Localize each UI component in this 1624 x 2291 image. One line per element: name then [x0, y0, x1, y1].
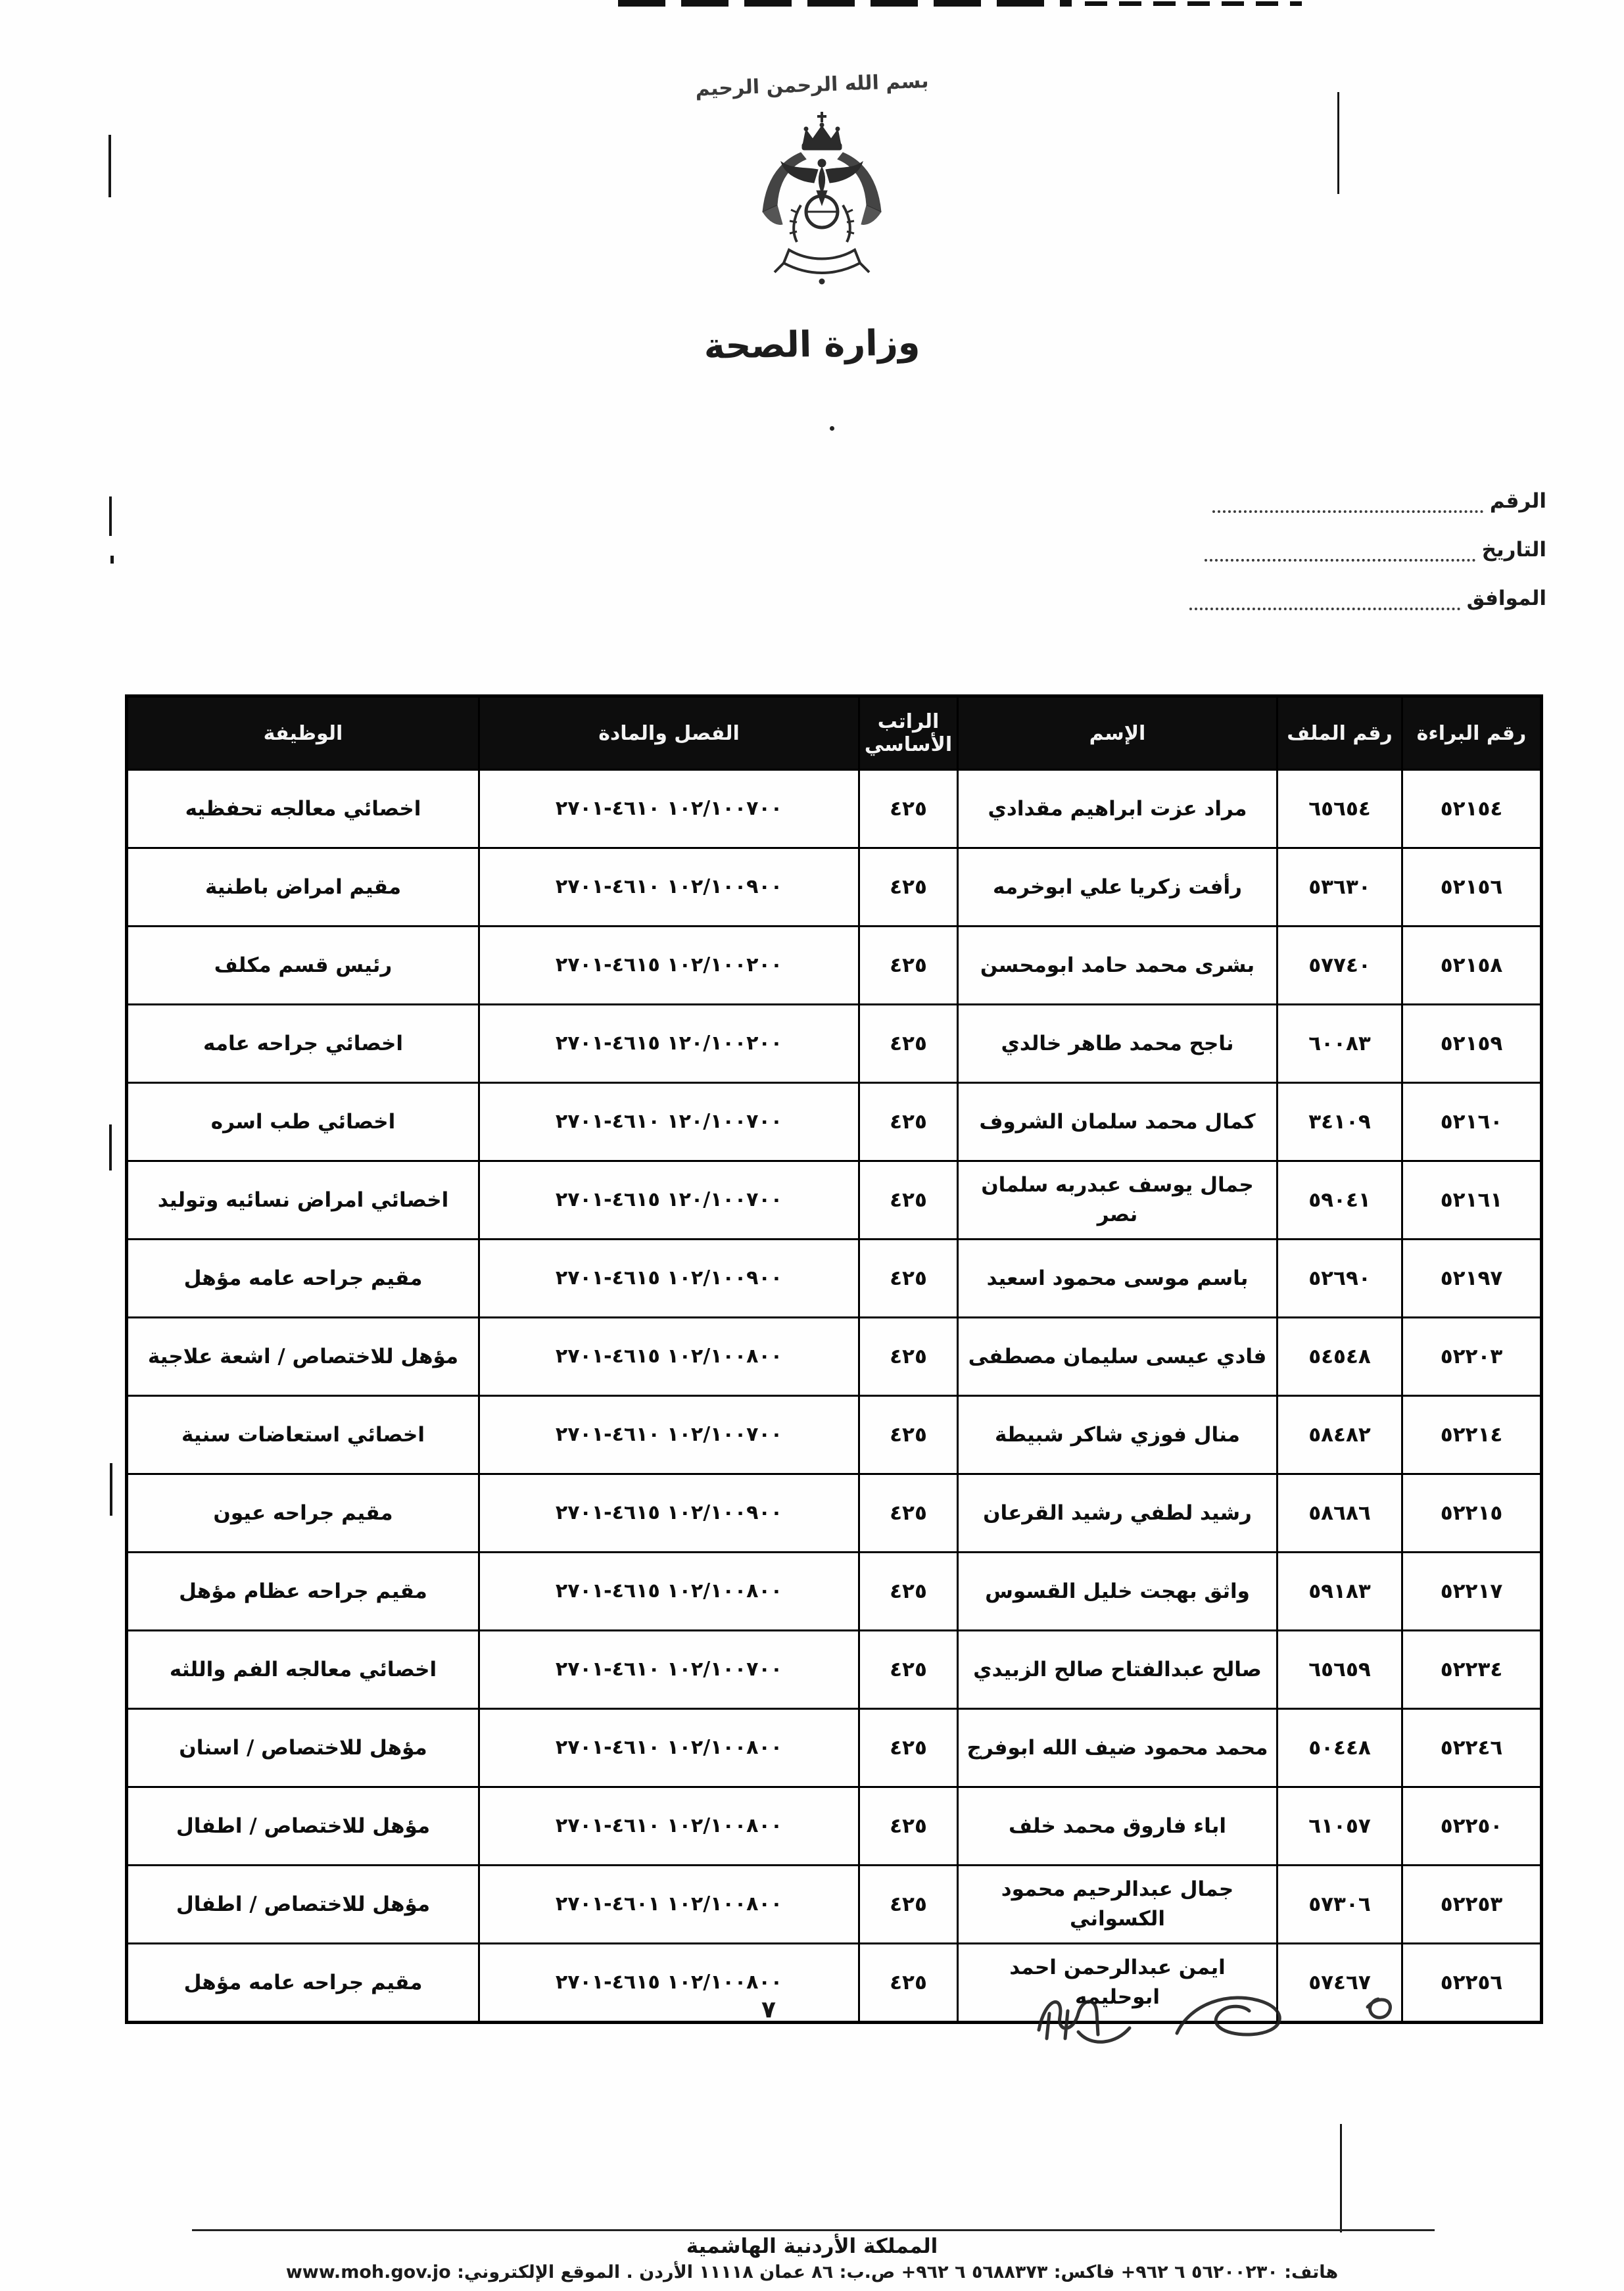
bismillah-calligraphy: بسم الله الرحمن الرحيم	[694, 69, 930, 101]
cell-serial_no: ٥٢٢١٥	[1402, 1474, 1542, 1553]
cell-basic_salary: ٤٢٥	[859, 1709, 958, 1787]
table-row	[127, 1787, 1542, 1866]
cell-name: بشرى محمد حامد ابومحسن	[958, 927, 1278, 1005]
cell-chapter_article: ١٢٠/١٠٠٧٠٠ ٤٦١٠-٢٧٠١	[479, 1083, 859, 1161]
cell-name: واثق بهجت خليل القسوس	[958, 1553, 1278, 1631]
table-row	[127, 927, 1542, 1005]
cell-serial_no: ٥٢١٥٤	[1402, 770, 1542, 848]
cell-name: جمال يوسف عبدربه سلمان نصر	[958, 1161, 1278, 1240]
table-row	[127, 1631, 1542, 1709]
table-row	[127, 1240, 1542, 1318]
cell-name: باسم موسى محمود اسعيد	[958, 1240, 1278, 1318]
cell-serial_no: ٥٢٢١٤	[1402, 1396, 1542, 1474]
cell-serial_no: ٥٢١٥٩	[1402, 1005, 1542, 1083]
cell-name: ناجح محمد طاهر خالدي	[958, 1005, 1278, 1083]
cell-chapter_article: ١٠٢/١٠٠٨٠٠ ٤٦٠١-٢٧٠١	[479, 1866, 859, 1944]
kingdom-name: المملكة الأردنية الهاشمية	[686, 2234, 938, 2258]
cell-job_title: مقيم امراض باطنية	[127, 848, 479, 927]
table-header-row	[127, 696, 1542, 770]
cell-job_title: مؤهل للاختصاص / اشعة علاجية	[127, 1318, 479, 1396]
date-dotted-line	[1205, 539, 1475, 562]
table-row	[127, 848, 1542, 927]
table-row	[127, 1709, 1542, 1787]
cell-serial_no: ٥٢١٥٨	[1402, 927, 1542, 1005]
column-header: الإسم	[958, 696, 1278, 770]
cell-basic_salary: ٤٢٥	[859, 1396, 958, 1474]
cell-serial_no: ٥٢٢٠٣	[1402, 1318, 1542, 1396]
cell-serial_no: ٥٢١٦٠	[1402, 1083, 1542, 1161]
table-body	[127, 770, 1542, 2023]
cell-name: صالح عبدالفتاح صالح الزبيدي	[958, 1631, 1278, 1709]
scan-artifact	[1085, 1, 1302, 6]
cell-name: محمد محمود ضيف الله ابوفرج	[958, 1709, 1278, 1787]
table-row	[127, 1161, 1542, 1240]
cell-job_title: مؤهل للاختصاص / اطفال	[127, 1866, 479, 1944]
column-header: الراتب الأساسي	[859, 696, 958, 770]
cell-name: مراد عزت ابراهيم مقدادي	[958, 770, 1278, 848]
cell-file_no: ٥٤٥٤٨	[1278, 1318, 1402, 1396]
ref-row-corresponding	[1178, 585, 1546, 610]
cell-file_no: ٦٥٦٥٤	[1278, 770, 1402, 848]
cell-chapter_article: ١٠٢/١٠٠٢٠٠ ٤٦١٥-٢٧٠١	[479, 927, 859, 1005]
cell-serial_no: ٥٢٢٥٦	[1402, 1944, 1542, 2023]
cell-job_title: مؤهل للاختصاص / اسنان	[127, 1709, 479, 1787]
page-number: ٧	[761, 1996, 776, 2023]
cell-job_title: اخصائي استعاضات سنية	[127, 1396, 479, 1474]
table-row	[127, 1396, 1542, 1474]
cell-basic_salary: ٤٢٥	[859, 1474, 958, 1553]
cell-serial_no: ٥٢١٩٧	[1402, 1240, 1542, 1318]
cell-file_no: ٥٧٧٤٠	[1278, 927, 1402, 1005]
appointments-table	[125, 694, 1543, 2024]
cell-basic_salary: ٤٢٥	[859, 1083, 958, 1161]
cell-name: اباء فاروق محمد خلف	[958, 1787, 1278, 1866]
cell-serial_no: ٥٢١٥٦	[1402, 848, 1542, 927]
cell-file_no: ٦١٠٥٧	[1278, 1787, 1402, 1866]
cell-job_title: مقيم جراحه عظام مؤهل	[127, 1553, 479, 1631]
scan-artifact	[108, 135, 111, 197]
cell-job_title: اخصائي طب اسره	[127, 1083, 479, 1161]
cell-chapter_article: ١٠٢/١٠٠٨٠٠ ٤٦١٠-٢٧٠١	[479, 1787, 859, 1866]
cell-chapter_article: ١٠٢/١٠٠٧٠٠ ٤٦١٠-٢٧٠١	[479, 1396, 859, 1474]
cell-chapter_article: ١٢٠/١٠٠٧٠٠ ٤٦١٥-٢٧٠١	[479, 1161, 859, 1240]
cell-serial_no: ٥٢٢٥٠	[1402, 1787, 1542, 1866]
column-header: الفصل والمادة	[479, 696, 859, 770]
cell-chapter_article: ١٠٢/١٠٠٩٠٠ ٤٦١٠-٢٧٠١	[479, 848, 859, 927]
cell-file_no: ٣٤١٠٩	[1278, 1083, 1402, 1161]
cell-name: رأفت زكريا علي ابوخرمه	[958, 848, 1278, 927]
cell-name: كمال محمد سلمان الشروف	[958, 1083, 1278, 1161]
cell-serial_no: ٥٢٢١٧	[1402, 1553, 1542, 1631]
column-header: رقم البراءة	[1402, 696, 1542, 770]
scan-artifact	[618, 0, 1072, 7]
cell-chapter_article: ١٠٢/١٠٠٨٠٠ ٤٦١٥-٢٧٠١	[479, 1318, 859, 1396]
cell-basic_salary: ٤٢٥	[859, 1631, 958, 1709]
cell-name: ايمن عبدالرحمن احمد ابوحليمه	[958, 1944, 1278, 2023]
cell-job_title: رئيس قسم مكلف	[127, 927, 479, 1005]
cell-chapter_article: ١٠٢/١٠٠٧٠٠ ٤٦١٠-٢٧٠١	[479, 1631, 859, 1709]
cell-job_title: مؤهل للاختصاص / اطفال	[127, 1787, 479, 1866]
cell-job_title: اخصائي معالجه تحفظيه	[127, 770, 479, 848]
cell-basic_salary: ٤٢٥	[859, 848, 958, 927]
cell-job_title: اخصائي امراض نسائيه وتوليد	[127, 1161, 479, 1240]
cell-file_no: ٥٨٤٨٢	[1278, 1396, 1402, 1474]
cell-job_title: اخصائي معالجه الفم واللثه	[127, 1631, 479, 1709]
cell-basic_salary: ٤٢٥	[859, 1240, 958, 1318]
scan-artifact	[1337, 92, 1339, 194]
cell-job_title: مقيم جراحه عامه مؤهل	[127, 1944, 479, 2023]
table-row	[127, 770, 1542, 848]
cell-basic_salary: ٤٢٥	[859, 1944, 958, 2023]
cell-chapter_article: ١٠٢/١٠٠٨٠٠ ٤٦١٠-٢٧٠١	[479, 1709, 859, 1787]
ministry-title-calligraphy: وزارة الصحة	[704, 322, 920, 367]
cell-file_no: ٥٨٦٨٦	[1278, 1474, 1402, 1553]
cell-chapter_article: ١٠٢/١٠٠٩٠٠ ٤٦١٥-٢٧٠١	[479, 1240, 859, 1318]
footer-divider	[192, 2229, 1435, 2231]
cell-basic_salary: ٤٢٥	[859, 1318, 958, 1396]
date-label: التاريخ	[1481, 538, 1546, 562]
jordan-coat-of-arms	[742, 107, 902, 304]
cell-file_no: ٥٧٤٦٧	[1278, 1944, 1402, 2023]
scan-artifact	[830, 426, 834, 431]
cell-basic_salary: ٤٢٥	[859, 1161, 958, 1240]
cell-file_no: ٥٢٦٩٠	[1278, 1240, 1402, 1318]
cell-serial_no: ٥٢١٦١	[1402, 1161, 1542, 1240]
cell-file_no: ٦٥٦٥٩	[1278, 1631, 1402, 1709]
cell-chapter_article: ١٠٢/١٠٠٨٠٠ ٤٦١٥-٢٧٠١	[479, 1944, 859, 2023]
number-dotted-line	[1212, 491, 1483, 513]
cell-file_no: ٥٣٦٣٠	[1278, 848, 1402, 927]
table-row	[127, 1474, 1542, 1553]
appointments-table-wrapper	[128, 694, 1543, 2024]
cell-file_no: ٥٩١٨٣	[1278, 1553, 1402, 1631]
cell-serial_no: ٥٢٢٣٤	[1402, 1631, 1542, 1709]
cell-chapter_article: ١٠٢/١٠٠٩٠٠ ٤٦١٥-٢٧٠١	[479, 1474, 859, 1553]
column-header: الوظيفة	[127, 696, 479, 770]
number-label: الرقم	[1489, 489, 1546, 513]
cell-name: منال فوزي شاكر شبيطة	[958, 1396, 1278, 1474]
cell-name: رشيد لطفي رشيد القرعان	[958, 1474, 1278, 1553]
table-row	[127, 1866, 1542, 1944]
cell-chapter_article: ١٠٢/١٠٠٨٠٠ ٤٦١٥-٢٧٠١	[479, 1553, 859, 1631]
cell-basic_salary: ٤٢٥	[859, 1553, 958, 1631]
cell-job_title: اخصائي جراحه عامه	[127, 1005, 479, 1083]
ref-row-number	[1178, 488, 1546, 513]
cell-basic_salary: ٤٢٥	[859, 1787, 958, 1866]
table-row	[127, 1553, 1542, 1631]
cell-name: جمال عبدالرحيم محمود الكسواني	[958, 1866, 1278, 1944]
cell-basic_salary: ٤٢٥	[859, 770, 958, 848]
reference-fields	[1178, 488, 1546, 634]
ref-row-date	[1178, 537, 1546, 562]
table-row	[127, 1005, 1542, 1083]
scan-artifact	[110, 556, 114, 564]
scan-artifact	[1340, 2124, 1342, 2232]
corresponding-label: الموافق	[1466, 587, 1546, 610]
cell-basic_salary: ٤٢٥	[859, 1866, 958, 1944]
cell-serial_no: ٥٢٢٤٦	[1402, 1709, 1542, 1787]
cell-chapter_article: ١٢٠/١٠٠٢٠٠ ٤٦١٥-٢٧٠١	[479, 1005, 859, 1083]
cell-basic_salary: ٤٢٥	[859, 1005, 958, 1083]
cell-chapter_article: ١٠٢/١٠٠٧٠٠ ٤٦١٠-٢٧٠١	[479, 770, 859, 848]
cell-name: فادي عيسى سليمان مصطفى	[958, 1318, 1278, 1396]
scan-artifact	[110, 1463, 112, 1516]
corresponding-dotted-line	[1189, 588, 1460, 610]
scan-artifact	[109, 496, 112, 536]
table-row	[127, 1083, 1542, 1161]
scan-artifact	[109, 1124, 112, 1170]
cell-file_no: ٥٠٤٤٨	[1278, 1709, 1402, 1787]
cell-job_title: مقيم جراحه عامه مؤهل	[127, 1240, 479, 1318]
cell-file_no: ٦٠٠٨٣	[1278, 1005, 1402, 1083]
column-header: رقم الملف	[1278, 696, 1402, 770]
cell-basic_salary: ٤٢٥	[859, 927, 958, 1005]
cell-serial_no: ٥٢٢٥٣	[1402, 1866, 1542, 1944]
handwritten-signature	[1013, 1967, 1420, 2066]
cell-file_no: ٥٧٣٠٦	[1278, 1866, 1402, 1944]
cell-job_title: مقيم جراحه عيون	[127, 1474, 479, 1553]
cell-file_no: ٥٩٠٤١	[1278, 1161, 1402, 1240]
table-row	[127, 1318, 1542, 1396]
contact-info: هاتف: ٥٦٢٠٠٢٣٠ ٦ ٩٦٢+ فاكس: ٥٦٨٨٣٧٣ ٦ ٩٦٢+ ص.ب: ٨٦ عمان ١١١١٨ الأردن . الموقع الإلكتروني: www.moh.gov.jo	[285, 2262, 1339, 2282]
